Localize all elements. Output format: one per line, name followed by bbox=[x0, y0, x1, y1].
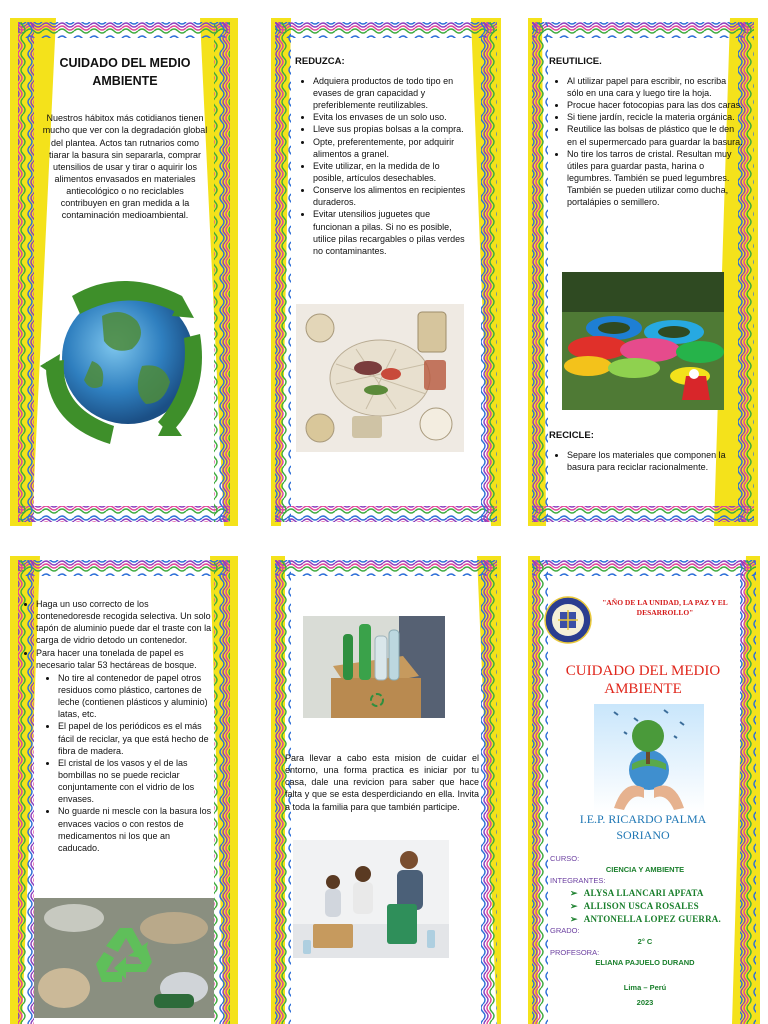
list-item-text: Para hacer una tonelada de papel es necesario talar 53 hectáreas de bosque. bbox=[36, 647, 197, 670]
grade-value: 2° C bbox=[637, 936, 653, 946]
member-item: ➢ ALYSA LLANCARI APFATA bbox=[570, 887, 704, 898]
course-label: CURSO: bbox=[550, 854, 580, 863]
panel-reutilice bbox=[528, 18, 758, 526]
list-item: • Haga un uso correcto de los contenedoresde recogida selectiva. Un solo tapón de aluminio puede dar el traste con la carga de vidrio detodo un contenedor. bbox=[36, 598, 214, 647]
panel-reduzca bbox=[271, 18, 501, 526]
section-heading: REDUZCA: bbox=[295, 56, 345, 67]
panel-familia bbox=[271, 556, 501, 1024]
member-item: ➢ ANTONELLA LOPEZ GUERRA. bbox=[570, 913, 721, 924]
school-seal-icon bbox=[544, 596, 592, 644]
cover-info bbox=[550, 854, 740, 1009]
globe-hands-image bbox=[594, 704, 704, 812]
list-item: • Adquiera productos de todo tipo en evases de gran capacidad y preferiblemente reutilizables. bbox=[313, 75, 471, 111]
section-heading: REUTILICE. bbox=[549, 56, 602, 67]
cover-title: CUIDADO DEL MEDIO AMBIENTE bbox=[565, 663, 721, 697]
member-item: ➢ ALLISON USCA ROSALES bbox=[570, 900, 699, 911]
intro-text: Nuestros hábitox más cotidianos tienen mucho que ver con la degradación global del plantea. Actos tan rutnarios como tiarar la basura sin separarla, comprar utensilios de usar y tirar o aquirir los alimentos envasados en materiales antiecológico o no reciclables contribuyen en gran medida a la contaminación medioambiental. bbox=[42, 113, 208, 221]
section-heading: RECICLE: bbox=[549, 430, 594, 441]
arrow-icon: ➢ bbox=[570, 887, 578, 898]
year-slogan: "AÑO DE LA UNIDAD, LA PAZ Y EL DESARROLLO" bbox=[602, 598, 728, 617]
recycle-list bbox=[549, 449, 745, 473]
sub-list bbox=[36, 672, 214, 854]
reuse-list bbox=[549, 75, 745, 209]
list-item: • Al utilizar papel para escribir, no escriba sólo en una cara y luego tire la hoja. bbox=[567, 75, 745, 99]
closing-paragraph: Para llevar a cabo esta mision de cuidar el entorno, una forma practica es iniciar por tu casa, dale una revicion para saber que hace falta y que se esta desperdiciando en ella. Invita a toda la familia para que también participe. bbox=[285, 753, 479, 812]
members-label: INTEGRANTES: bbox=[550, 875, 606, 885]
painted-tires-image bbox=[562, 272, 724, 410]
family-recycling-image bbox=[293, 840, 449, 958]
panel-title: CUIDADO DEL MEDIO AMBIENTE bbox=[59, 56, 191, 89]
list-item bbox=[36, 647, 214, 854]
panel-cover bbox=[528, 556, 760, 1024]
teacher-label: PROFESORA: bbox=[550, 947, 600, 957]
sub-list-item: • No guarde ni mescle con la basura los envaces vacios o con restos de medicamentos ni los que an caducado. bbox=[58, 805, 214, 854]
sub-list-item: • El cristal de los vasos y el de las bombillas no se puede reciclar conjuntamente con el vidrio de los envases. bbox=[58, 757, 214, 806]
teacher-value: ELIANA PAJUELO DURAND bbox=[595, 958, 695, 968]
list-item: • Conserve los alimentos en recipientes duraderos. bbox=[313, 184, 471, 208]
arrow-icon: ➢ bbox=[570, 900, 578, 911]
recycling-box-image bbox=[303, 616, 445, 718]
list-item: • Evita los envases de un solo uso. bbox=[313, 111, 471, 123]
list-item: • Separe los materiales que componen la basura para reciclar racionalmente. bbox=[567, 449, 745, 473]
recycling-waste-image bbox=[34, 898, 214, 1018]
year: 2023 bbox=[636, 998, 654, 1008]
list-item: • No tire los tarros de cristal. Resultan muy útiles para guardar pasta, harina o legumbres. También se pued legumbres. También se pueden utilizar como ducha, portalápies o semillero. bbox=[567, 148, 745, 209]
course-value: CIENCIA Y AMBIENTE bbox=[605, 864, 685, 874]
panel-intro bbox=[10, 18, 238, 526]
panel-consejos bbox=[10, 556, 238, 1024]
arrow-icon: ➢ bbox=[570, 913, 578, 924]
list-item: • Evite utilizar, en la medida de lo posible, artículos desechables. bbox=[313, 160, 471, 184]
school-name: I.E.P. RICARDO PALMA SORIANO bbox=[579, 812, 707, 842]
list-item: • Reutilice las bolsas de plástico que le den en el supermercado para guardar la basura. bbox=[567, 123, 745, 147]
reduce-list bbox=[295, 75, 471, 257]
tips-list bbox=[24, 598, 214, 854]
list-item: • Opte, preferentemente, por adquirir alimentos a granel. bbox=[313, 136, 471, 160]
sub-list-item: • No tire al contenedor de papel otros residuos como plástico, cartones de leche (contienen plásticos y aluminio) latas, etc. bbox=[58, 672, 214, 721]
grade-label: GRADO: bbox=[550, 925, 580, 935]
sub-list-item: • El papel de los periódicos es el más fácil de reciclar, ya que está hecho de fibra de madera. bbox=[58, 720, 214, 756]
list-item: • Si tiene jardín, recicle la materia orgánica. bbox=[567, 111, 745, 123]
recycled-globe-image bbox=[32, 266, 218, 446]
list-item: • Lleve sus propias bolsas a la compra. bbox=[313, 123, 471, 135]
place: Lima – Perú bbox=[623, 983, 667, 993]
list-item: • Evitar utensilios juguetes que funcionan a pilas. Si no es posible, utilice pilas recargables o pilas verdes no contaminantes. bbox=[313, 208, 471, 257]
bulk-food-image bbox=[296, 304, 464, 452]
list-item: • Procue hacer fotocopias para las dos caras. bbox=[567, 99, 745, 111]
